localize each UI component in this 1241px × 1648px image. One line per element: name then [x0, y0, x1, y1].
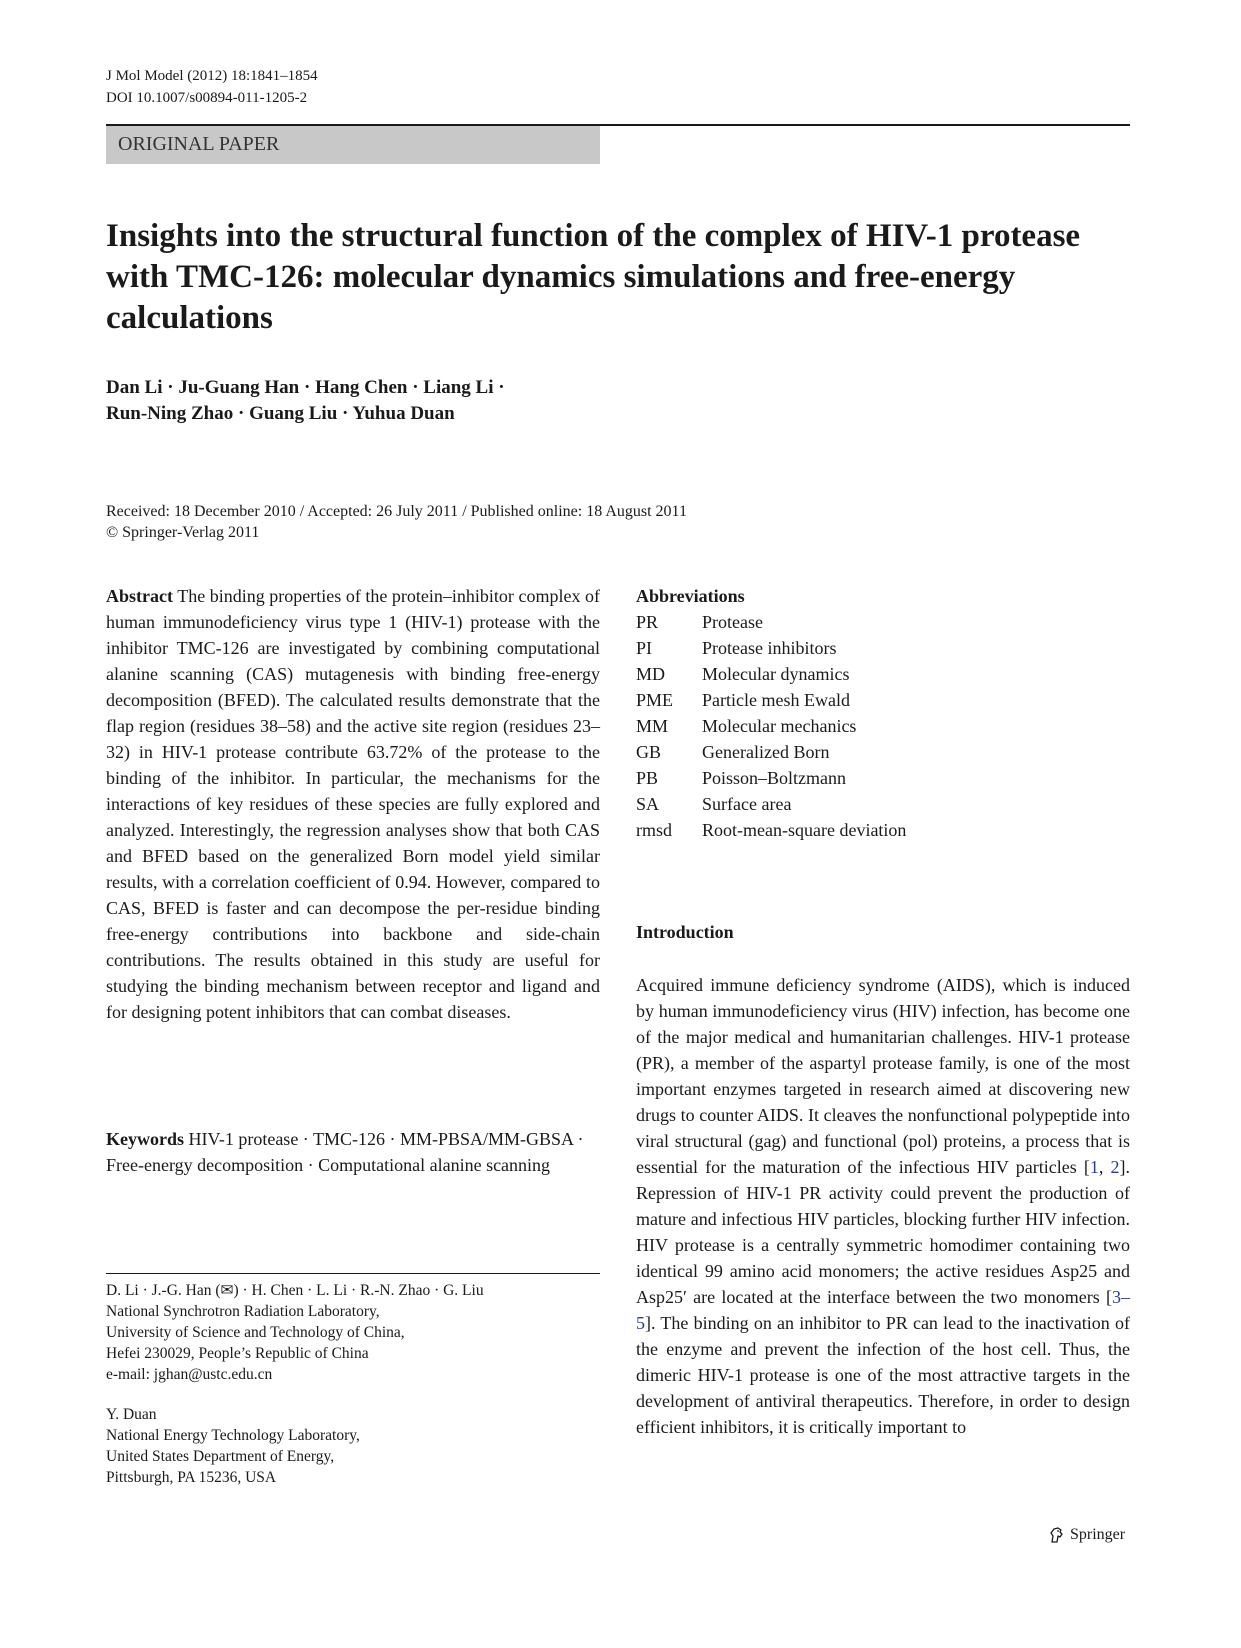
publisher-logo: [1048, 1524, 1125, 1546]
intro-separator: ,: [1098, 1157, 1111, 1177]
affiliation-rule: [106, 1273, 600, 1274]
affiliation-block-2: [106, 1404, 600, 1488]
citation-link[interactable]: 3–5: [636, 1287, 1130, 1333]
abbreviation-definition: Molecular dynamics: [702, 664, 850, 684]
affiliation-lab: National Synchrotron Radiation Laboratory,: [106, 1303, 380, 1320]
author-line-1: Dan Li · Ju-Guang Han · Hang Chen · Liang Li ·: [106, 377, 505, 398]
abbreviation-row: [636, 609, 906, 635]
paper-title: Insights into the structural function of the complex of HIV-1 protease with TMC-126: molecular dynamics simulations and free-energy calculations: [106, 218, 1081, 336]
abbreviation-definition: Root-mean-square deviation: [702, 820, 907, 840]
affiliation-city: Hefei 230029, People’s Republic of China: [106, 1345, 369, 1362]
abbreviation-row: [636, 817, 906, 843]
abbreviation-term: PME: [636, 690, 674, 710]
abbreviation-definition: Protease: [702, 612, 763, 632]
introduction-text: [636, 972, 1130, 1440]
abbreviation-row: [636, 687, 906, 713]
abbreviation-term: GB: [636, 742, 662, 762]
affiliation-city: Pittsburgh, PA 15236, USA: [106, 1469, 277, 1486]
doi[interactable]: DOI 10.1007/s00894-011-1205-2: [106, 90, 308, 106]
abbreviation-row: [636, 739, 906, 765]
copyright: © Springer-Verlag 2011: [106, 524, 260, 541]
affiliation-names: D. Li · J.-G. Han (✉) · H. Chen · L. Li · R.-N. Zhao · G. Liu: [106, 1282, 484, 1299]
affiliation-university: University of Science and Technology of China,: [106, 1324, 405, 1341]
citation-link[interactable]: 2: [1110, 1157, 1120, 1177]
keywords: [106, 1126, 600, 1178]
abbreviations-heading: Abbreviations: [636, 586, 745, 606]
citation-link[interactable]: 1: [1089, 1157, 1099, 1177]
abbreviation-term: MD: [636, 664, 666, 684]
abstract-text: The binding properties of the protein–inhibitor complex of human immunodeficiency virus type 1 (HIV-1) protease with the inhibitor TMC-126 are investigated by combining computational alanine scanning (CAS) mutagenesis with binding free-energy decomposition (BFED). The calculated results demonstrate that the flap region (residues 38–58) and the active site region (residues 23–32) in HIV-1 protease contribute 63.72% of the protease to the binding of the inhibitor. In particular, the mechanisms for the interactions of key residues of these species are fully explored and analyzed. Interestingly, the regression analyses show that both CAS and BFED based on the generalized Born model yield similar results, with a correlation coefficient of 0.94. However, compared to CAS, BFED is faster and can decompose the per-residue binding free-energy contributions into backbone and side-chain contributions. The results obtained in this study are useful for studying the binding mechanism between receptor and ligand and for designing potent inhibitors that can combat diseases.: [106, 586, 600, 1022]
abbreviation-definition: Protease inhibitors: [702, 638, 837, 658]
abbreviation-term: MM: [636, 716, 669, 736]
author-list: [106, 375, 806, 427]
abbreviation-row: [636, 791, 906, 817]
abbreviation-definition: Generalized Born: [702, 742, 830, 762]
abbreviation-definition: Particle mesh Ewald: [702, 690, 850, 710]
intro-part: Acquired immune deficiency syndrome (AIDS), which is induced by human immunodeficiency virus (HIV) infection, has become one of the major medical and humanitarian challenges. HIV-1 protease (PR), a member of the aspartyl protease family, is one of the most important enzymes targeted in research aimed at discovering new drugs to counter AIDS. It cleaves the nonfunctional polypeptide into viral structural (gag) and functional (pol) proteins, a process that is essential for the maturation of the infectious HIV particles [: [636, 975, 1130, 1177]
author-line-2: Run-Ning Zhao · Guang Liu · Yuhua Duan: [106, 403, 455, 424]
abstract: [106, 583, 600, 1025]
affiliation-lab: National Energy Technology Laboratory,: [106, 1427, 360, 1444]
publication-dates: Received: 18 December 2010 / Accepted: 26 July 2011 / Published online: 18 August 2011: [106, 503, 687, 520]
affiliation-email[interactable]: e-mail: jghan@ustc.edu.cn: [106, 1366, 273, 1383]
abbreviations-list: [636, 609, 906, 843]
abbreviation-row: [636, 635, 906, 661]
publisher-name: Springer: [1070, 1526, 1126, 1543]
abbreviation-definition: Molecular mechanics: [702, 716, 857, 736]
keywords-heading: Keywords: [106, 1129, 184, 1149]
abstract-heading: Abstract: [106, 586, 173, 606]
abbreviation-row: [636, 765, 906, 791]
springer-horse-icon: [1048, 1526, 1066, 1544]
intro-part: ]. The binding on an inhibitor to PR can lead to the inactivation of the enzyme and prevent the infection of the host cell. Thus, the dimeric HIV-1 protease is one of the most attractive targets in the development of antiviral therapeutics. Therefore, in order to design efficient inhibitors, it is critically important to: [636, 1313, 1130, 1437]
abbreviation-term: PI: [636, 638, 653, 658]
affiliation-name: Y. Duan: [106, 1406, 157, 1423]
affiliation-department: United States Department of Energy,: [106, 1448, 335, 1465]
section-label: ORIGINAL PAPER: [118, 133, 280, 155]
abbreviation-term: SA: [636, 794, 660, 814]
affiliation-block-1: [106, 1280, 600, 1385]
abbreviation-term: PR: [636, 612, 659, 632]
intro-part: ]. Repression of HIV-1 PR activity could prevent the production of mature and infectious HIV particles, blocking further HIV infection. HIV protease is a centrally symmetric homodimer containing two identical 99 amino acid monomers; the active residues Asp25 and Asp25′ are located at the interface between the two monomers [: [636, 1157, 1131, 1307]
introduction-heading: Introduction: [636, 922, 734, 942]
abbreviation-row: [636, 661, 906, 687]
abbreviation-definition: Poisson–Boltzmann: [702, 768, 847, 788]
abbreviation-definition: Surface area: [702, 794, 792, 814]
abbreviation-term: PB: [636, 768, 659, 788]
abbreviation-row: [636, 713, 906, 739]
abbreviation-term: rmsd: [636, 820, 672, 840]
journal-reference: J Mol Model (2012) 18:1841–1854: [106, 68, 318, 84]
keywords-text: HIV-1 protease · TMC-126 · MM-PBSA/MM-GBSA · Free-energy decomposition · Computational alanine scanning: [106, 1129, 584, 1175]
